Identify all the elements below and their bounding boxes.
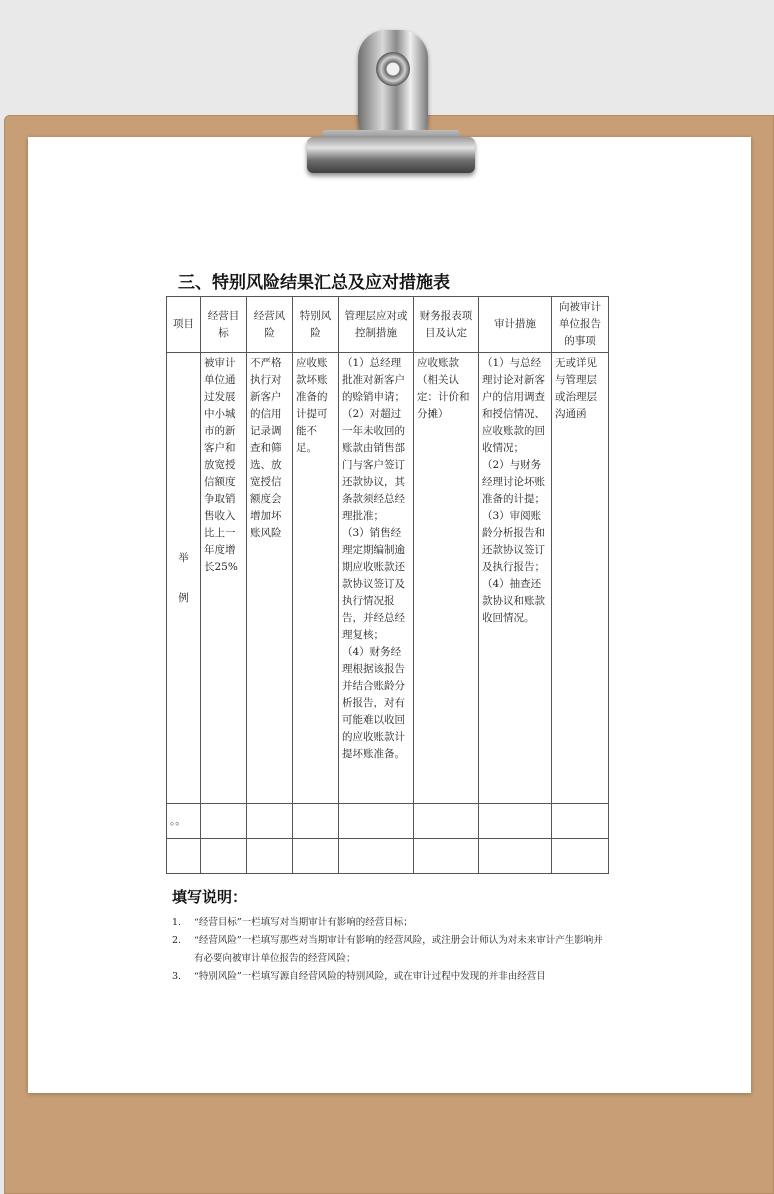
list-item — [172, 968, 604, 986]
binder-clip-base — [307, 137, 475, 173]
header-significant-risk: 特别风险 — [293, 297, 339, 353]
table-cell — [339, 839, 414, 874]
row-label-cell — [167, 353, 201, 804]
header-fs-assertion: 财务报表项目及认定 — [414, 297, 479, 353]
header-project: 项目 — [167, 297, 201, 353]
table-cell: 应收账款坏账准备的计提可能不足。 — [293, 353, 339, 804]
table-cell — [552, 839, 609, 874]
table-cell — [293, 839, 339, 874]
risk-summary-table — [166, 296, 609, 874]
document-title: 三、特别风险结果汇总及应对措施表 — [178, 273, 450, 293]
header-business-objective: 经营目标 — [201, 297, 247, 353]
table-cell — [552, 804, 609, 839]
header-business-risk: 经营风险 — [247, 297, 293, 353]
header-report-matters: 向被审计单位报告的事项 — [552, 297, 609, 353]
table-cell: 被审计单位通过发展中小城市的新客户和放宽授信额度争取销售收入比上一年度增长25% — [201, 353, 247, 804]
table-cell: 无或详见与管理层或治理层沟通函 — [552, 353, 609, 804]
note-text: “特别风险”一栏填写源自经营风险的特别风险，或在审计过程中发现的并非由经营目 — [194, 971, 546, 982]
table-row — [167, 353, 609, 804]
note-number: 3. — [172, 971, 182, 982]
table-cell — [201, 804, 247, 839]
table-cell — [247, 839, 293, 874]
table-cell — [293, 804, 339, 839]
binder-clip-rivet-icon — [376, 52, 410, 86]
list-item — [172, 914, 604, 932]
table-header-row — [167, 297, 609, 353]
notes-heading: 填写说明： — [172, 888, 248, 906]
header-management-response: 管理层应对或控制措施 — [339, 297, 414, 353]
table-cell — [339, 804, 414, 839]
table-cell — [414, 804, 479, 839]
row-label-ellipsis: 。。 — [167, 804, 201, 839]
table-row — [167, 839, 609, 874]
table-cell: 不严格执行对新客户的信用记录调查和筛选、放宽授信额度会增加坏账风险 — [247, 353, 293, 804]
list-item — [172, 932, 604, 968]
table-row — [167, 804, 609, 839]
table-cell: （1）总经理批准对新客户的赊销申请； （2）对超过一年未收回的账款由销售部门与客户签订还款协议，其条款须经总经理批准； （3）销售经理定期编制逾期应收账款还款协议签订及执行情况报告，并经总经理复核； （4）财务经理根据该报告并结合账龄分析报告，对有可能难以收回的应收账款计提坏账准备。 — [339, 353, 414, 804]
header-audit-procedures: 审计措施 — [479, 297, 552, 353]
table-cell: （1）与总经理讨论对新客户的信用调查和授信情况、应收账款的回收情况； （2）与财务经理讨论坏账准备的计提； （3）审阅账龄分析报告和还款协议签订及执行报告； （4）抽查还款协议和账款收回情况。 — [479, 353, 552, 804]
notes-list — [172, 914, 604, 986]
note-text: “经营风险”一栏填写那些对当期审计有影响的经营风险，或注册会计师认为对未来审计产生影响并有必要向被审计单位报告的经营风险； — [194, 935, 603, 964]
table-cell — [479, 839, 552, 874]
note-number: 1. — [172, 917, 182, 928]
row-label-example: 举例 — [178, 552, 189, 604]
note-text: “经营目标”一栏填写对当期审计有影响的经营目标； — [194, 917, 413, 928]
note-number: 2. — [172, 935, 182, 946]
table-cell — [201, 839, 247, 874]
table-cell: 应收账款（相关认定：计价和分摊） — [414, 353, 479, 804]
table-cell — [167, 839, 201, 874]
table-cell — [247, 804, 293, 839]
table-cell — [479, 804, 552, 839]
table-cell — [414, 839, 479, 874]
